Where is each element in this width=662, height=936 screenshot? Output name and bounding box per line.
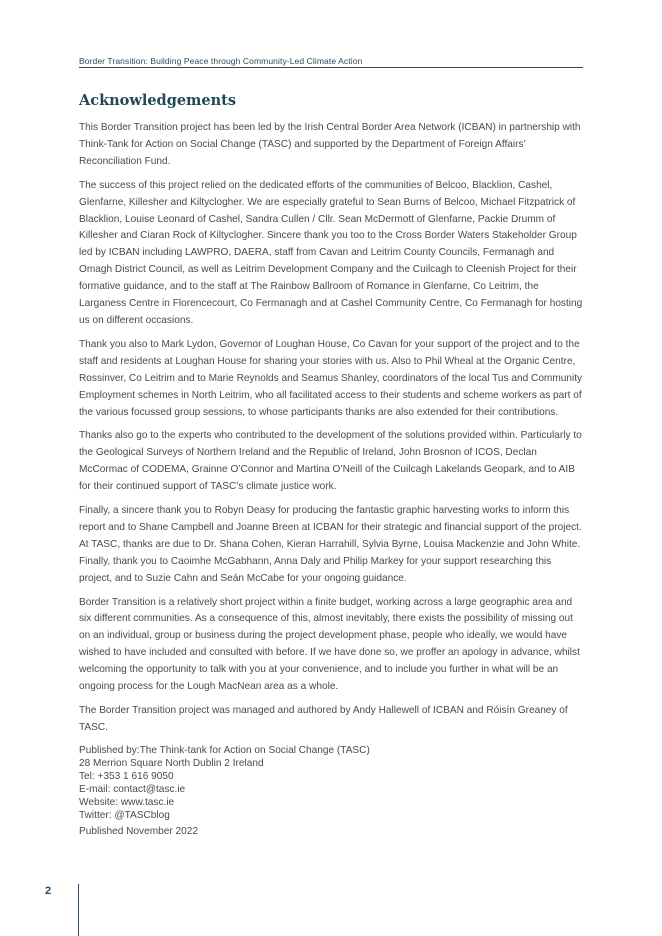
page-number: 2 [45,885,52,897]
paragraph: The success of this project relied on the dedicated efforts of the communities of Belcoo, Blacklion, Cashel, Glenfarne, Killesher and Kiltyclogher. We are especially grateful to Sean Burns of Belcoo, Michael Fitzpatrick of Blacklion, Louise Leonard of Cashel, Sandra Cullen / Cllr. Sean McDermott of Glenfarne, Packie Drumm of Killesher and Ciaran Rock of Kiltyclogher. Sincere thank you too to the Cross Border Waters Stakeholder Group led by ICBAN including LAWPRO, DAERA, staff from Cavan and Leitrim County Councils, Fermanagh and Omagh District Council, as well as Leitrim Development Company and the Cuilcagh to Cleenish Project for their formative guidance, and to the staff at The Rainbow Ballroom of Romance in Glenfarne, Co Leitrim, the Larganess Centre in Florencecourt, Co Fermanagh and at Cashel Community Centre, Co Fermanagh for hosting us on different occasions. [79,179,583,326]
acknowledgements-section [79,91,585,838]
paragraph: Thank you also to Mark Lydon, Governor of Loughan House, Co Cavan for your support of the project and to the staff and residents at Loughan House for sharing your stories with us. Also to Phil Wheal at the Organic Centre, Rossinver, Co Leitrim and to Marie Reynolds and Seamus Shanley, coordinators of the local Tus and Community Employment schemes in North Leitrim, who all facilitated access to their students and scheme workers as part of the various focussed group sessions, to whose participants thanks are also extended for their contributions. [79,338,583,418]
paragraph: The Border Transition project was managed and authored by Andy Hallewell of ICBAN and Róisín Greaney of TASC. [79,705,568,733]
publisher-website: Website: www.tasc.ie [79,796,175,808]
publisher-email: E-mail: contact@tasc.ie [79,783,186,795]
publisher-phone: Tel: +353 1 616 9050 [79,770,174,782]
section-title: Acknowledgements [79,92,237,109]
publisher-name: Published by:The Think-tank for Action on Social Change (TASC) [79,744,370,756]
paragraph: Finally, a sincere thank you to Robyn Deasy for producing the fantastic graphic harvesting works to inform this report and to Shane Campbell and Joanne Breen at ICBAN for their strategic and financial support of the project. At TASC, thanks are due to Dr. Shana Cohen, Kieran Harrahill, Sylvia Byrne, Louisa Mackenzie and John White. Finally, thank you to Caoimhe McGabhann, Anna Daly and Philip Markey for your support researching this project, and to Suzie Cahn and Seán McCabe for your ongoing guidance. [79,505,582,584]
running-header: Border Transition: Building Peace through Community-Led Climate Action [79,56,583,68]
publisher-address: 28 Merrion Square North Dublin 2 Ireland [79,757,264,769]
publisher-twitter: Twitter: @TASCblog [79,809,170,821]
paragraph: This Border Transition project has been led by the Irish Central Border Area Network (ICBAN) in partnership with Think-Tank for Action on Social Change (TASC) and supported by the Department of Foreign Affairs’ Reconciliation Fund. [79,122,581,167]
publisher-block [79,744,585,822]
paragraph: Thanks also go to the experts who contributed to the development of the solutions provided within. Particularly to the Geological Surveys of Northern Ireland and the Republic of Ireland, John Brosnon of ICOS, Declan McCormac of CODEMA, Grainne O’Connor and Martina O’Neill of the Cuilcagh Lakelands Geopark, and to AIB for their continued support of TASC’s climate justice work. [79,430,582,493]
paragraph: Border Transition is a relatively short project within a finite budget, working across a large geographic area and six different communities. As a consequence of this, almost inevitably, there exists the possibility of missing out on an individual, group or business during the project development phase, people who ideally, we would have wished to have included and consulted with before. If we have done so, we proffer an apology in advance, whilst welcoming the opportunity to talk with you at your convenience, and to include you further in what will be an ongoing process for the Lough MacNean area as a whole. [79,596,580,693]
page-number-rule [78,884,79,936]
publication-date: Published November 2022 [79,825,198,837]
